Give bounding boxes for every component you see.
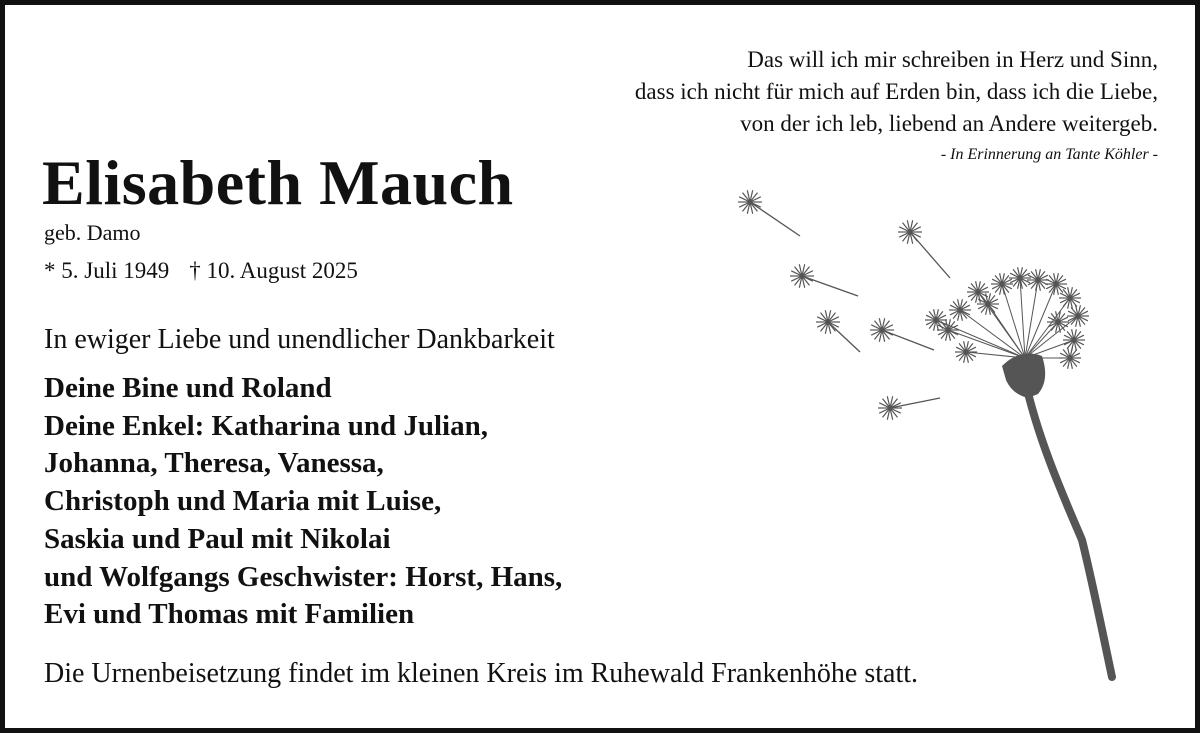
flying-seed-stalk	[882, 330, 934, 350]
motto-line: Das will ich mir schreiben in Herz und Sinn,	[747, 47, 1158, 72]
mourner-line: und Wolfgangs Geschwister: Horst, Hans,	[44, 560, 563, 593]
burial-notice: Die Urnenbeisetzung findet im kleinen Kreis im Ruhewald Frankenhöhe statt.	[44, 658, 919, 689]
seed-tuft	[991, 273, 1013, 294]
mourner-line: Christoph und Maria mit Luise,	[44, 485, 442, 518]
seed-tuft	[955, 341, 977, 362]
flying-seed-stalk	[802, 276, 858, 296]
mourner-line: Johanna, Theresa, Vanessa,	[44, 447, 384, 480]
motto-credit: - In Erinnerung an Tante Köhler -	[940, 146, 1158, 163]
mourners-list	[44, 370, 562, 634]
motto-quote	[635, 44, 1158, 166]
motto-line: von der ich leb, liebend an Andere weitergeb.	[740, 111, 1158, 136]
birth-date: * 5. Juli 1949	[44, 258, 170, 283]
maiden-name: geb. Damo	[44, 220, 141, 245]
dandelion-icon	[720, 180, 1140, 690]
flying-seed-stalk	[910, 232, 950, 278]
life-dates	[44, 256, 358, 286]
mourner-line: Saskia und Paul mit Nikolai	[44, 522, 391, 555]
flying-seed-stalk	[828, 322, 860, 352]
dedication: In ewiger Liebe und unendlicher Dankbarkeit	[44, 324, 555, 355]
flying-seed-stalk	[750, 202, 800, 236]
seed-tuft	[949, 299, 971, 320]
seed-tuft	[1027, 269, 1049, 290]
deceased-name: Elisabeth Mauch	[42, 147, 514, 218]
motto-line: dass ich nicht für mich auf Erden bin, dass ich die Liebe,	[634, 79, 1158, 104]
seed-tuft	[1059, 287, 1081, 308]
dandelion-stem	[1025, 380, 1112, 677]
seed-tuft	[1067, 305, 1089, 326]
dandelion-head	[1002, 354, 1045, 398]
death-date: † 10. August 2025	[189, 258, 358, 283]
seed-tuft	[1045, 273, 1067, 294]
seed-tuft	[1063, 329, 1085, 350]
dandelion-art	[738, 190, 1112, 677]
mourner-line: Deine Enkel: Katharina und Julian,	[44, 409, 488, 442]
seed-tuft	[1059, 347, 1081, 368]
seed-filament	[1025, 284, 1056, 358]
mourner-line: Deine Bine und Roland	[44, 372, 332, 404]
mourner-line: Evi und Thomas mit Familien	[44, 598, 415, 631]
